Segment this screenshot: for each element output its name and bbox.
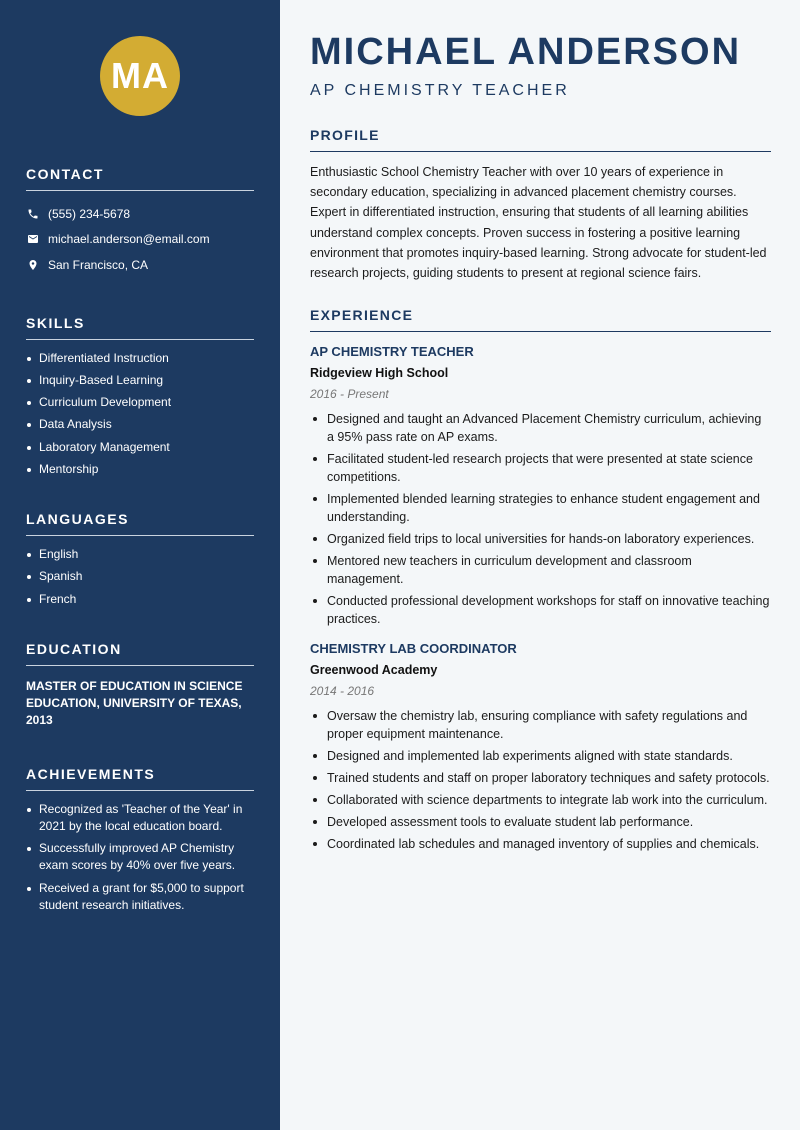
skills-heading: SKILLS [26,315,254,340]
job-entry [310,641,771,853]
list-item: Designed and implemented lab experiments aligned with state standards. [310,747,771,765]
list-item: Facilitated student-led research projects that were presented at state science competitions. [310,450,771,486]
list-item: French [26,591,254,608]
list-item: Recognized as 'Teacher of the Year' in 2021 by the local education board. [26,801,254,835]
list-item: Successfully improved AP Chemistry exam scores by 40% over five years. [26,840,254,874]
education-heading: EDUCATION [26,641,254,666]
job-bullets [310,410,771,628]
list-item: Mentored new teachers in curriculum development and classroom management. [310,552,771,588]
profile-text: Enthusiastic School Chemistry Teacher with over 10 years of experience in secondary education, specializing in advanced placement chemistry courses. Expert in differentiated instruction, ensuring that students of all learning abilities understand complex concepts. Proven success in fostering a positive learning environment that promotes inquiry-based learning. Strong advocate for student-led research projects, guiding students to present at regional science fairs. [310,165,767,281]
languages-list [26,546,254,608]
profile-heading: PROFILE [310,127,771,152]
candidate-name: MICHAEL ANDERSON [310,31,742,73]
job-entry [310,344,771,628]
profile-section [310,127,771,283]
list-item: Differentiated Instruction [26,350,254,367]
contact-heading: CONTACT [26,166,254,191]
education-section [26,641,254,729]
main-content [280,0,800,1130]
list-item: Mentorship [26,461,254,478]
experience-section [310,307,771,853]
list-item: Trained students and staff on proper laboratory techniques and safety protocols. [310,769,771,787]
location-pin-icon [26,258,40,272]
languages-heading: LANGUAGES [26,511,254,536]
list-item: Designed and taught an Advanced Placement Chemistry curriculum, achieving a 95% pass rate on AP exams. [310,410,771,446]
job-dates: 2014 - 2016 [310,684,375,699]
list-item: Inquiry-Based Learning [26,372,254,389]
list-item: Coordinated lab schedules and managed inventory of supplies and chemicals. [310,835,771,853]
achievements-list [26,801,254,914]
avatar: MA [100,36,180,116]
list-item: Oversaw the chemistry lab, ensuring compliance with safety regulations and proper equipment maintenance. [310,707,771,743]
list-item: Spanish [26,568,254,585]
list-item: Conducted professional development workshops for staff on innovative teaching practices. [310,592,771,628]
contact-section [26,166,254,278]
phone-icon [26,207,40,221]
achievements-section [26,766,254,914]
job-company: Greenwood Academy [310,663,438,678]
skills-list [26,350,254,478]
list-item: Curriculum Development [26,394,254,411]
list-item: English [26,546,254,563]
list-item: Received a grant for $5,000 to support student research initiatives. [26,880,254,914]
job-bullets [310,707,771,853]
achievements-heading: ACHIEVEMENTS [26,766,254,791]
contact-phone [26,201,254,227]
candidate-role: AP CHEMISTRY TEACHER [310,82,570,99]
job-title: AP CHEMISTRY TEACHER [310,344,474,360]
list-item: Developed assessment tools to evaluate student lab performance. [310,813,771,831]
list-item: Data Analysis [26,416,254,433]
contact-email [26,227,254,253]
sidebar [0,0,280,1130]
list-item: Laboratory Management [26,439,254,456]
job-dates: 2016 - Present [310,387,389,402]
list-item: Collaborated with science departments to integrate lab work into the curriculum. [310,791,771,809]
languages-section [26,511,254,608]
list-item: Implemented blended learning strategies to enhance student engagement and understanding. [310,490,771,526]
contact-phone-text: (555) 234-5678 [48,206,131,221]
contact-location [26,252,254,278]
experience-heading: EXPERIENCE [310,307,771,332]
contact-location-text: San Francisco, CA [48,257,149,272]
contact-email-text[interactable]: michael.anderson@email.com [48,232,210,247]
job-company: Ridgeview High School [310,366,449,381]
job-title: CHEMISTRY LAB COORDINATOR [310,641,517,657]
skills-section [26,315,254,478]
list-item: Organized field trips to local universities for hands-on laboratory experiences. [310,530,771,548]
mail-icon [26,232,40,246]
education-entry: MASTER OF EDUCATION IN SCIENCE EDUCATION, UNIVERSITY OF TEXAS, 2013 [26,678,243,727]
